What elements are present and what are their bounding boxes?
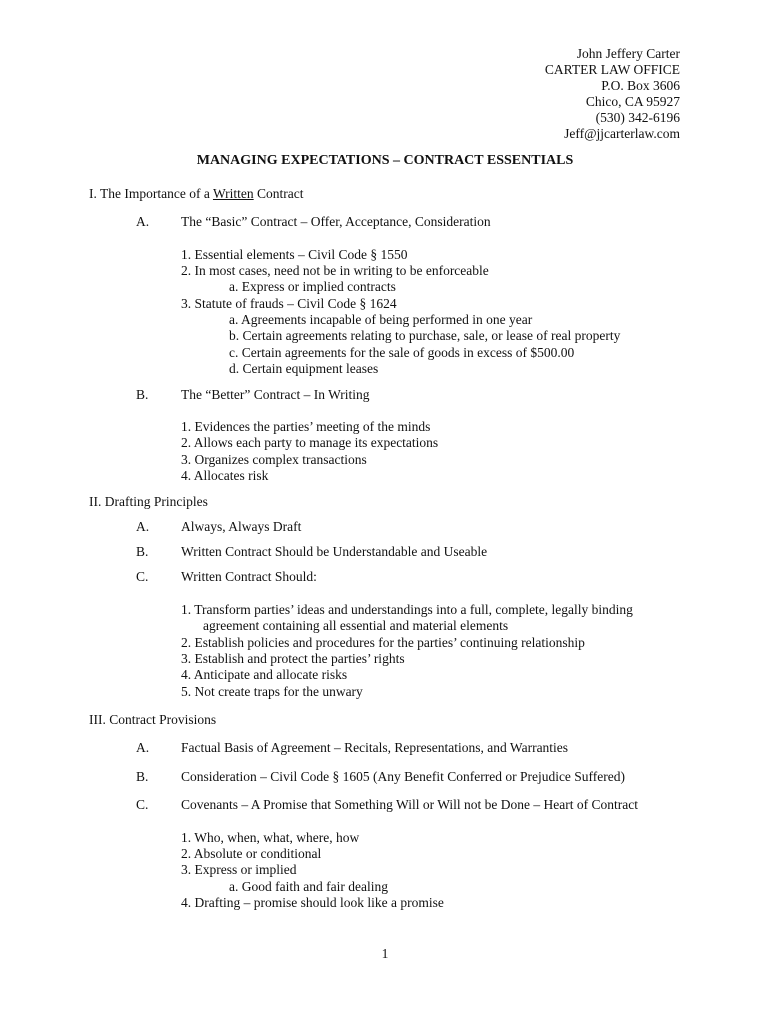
list-item: 5. Not create traps for the unwary xyxy=(181,684,363,699)
section-2c-label: C. xyxy=(136,569,149,584)
section-2c-text: Written Contract Should: xyxy=(181,569,317,584)
letterhead-pobox: P.O. Box 3606 xyxy=(601,78,680,93)
list-item: 1. Transform parties’ ideas and understandings into a full, complete, legally binding xyxy=(181,602,633,617)
section-1-heading-suffix: Contract xyxy=(253,186,304,201)
list-item: 3. Organizes complex transactions xyxy=(181,452,367,467)
section-2-heading: II. Drafting Principles xyxy=(89,494,208,509)
section-2a-text: Always, Always Draft xyxy=(181,519,302,534)
list-item: 4. Allocates risk xyxy=(181,468,269,483)
list-subitem: a. Good faith and fair dealing xyxy=(229,879,388,894)
section-3c-label: C. xyxy=(136,797,149,812)
section-3a-text: Factual Basis of Agreement – Recitals, Representations, and Warranties xyxy=(181,740,569,755)
list-subitem: b. Certain agreements relating to purchase, sale, or lease of real property xyxy=(229,328,621,343)
section-1a-label: A. xyxy=(136,214,150,229)
section-1-heading-prefix: I. The Importance of a xyxy=(89,186,213,201)
list-item-continuation: agreement containing all essential and material elements xyxy=(203,618,509,633)
list-item: 4. Drafting – promise should look like a promise xyxy=(181,895,444,910)
section-1a-text: The “Basic” Contract – Offer, Acceptance, Consideration xyxy=(181,214,491,229)
section-2a-label: A. xyxy=(136,519,150,534)
list-item: 4. Anticipate and allocate risks xyxy=(181,667,348,682)
letterhead-phone: (530) 342-6196 xyxy=(595,110,680,125)
document-title: MANAGING EXPECTATIONS – CONTRACT ESSENTIALS xyxy=(196,153,574,168)
letterhead-city: Chico, CA 95927 xyxy=(585,94,680,109)
section-3c-text: Covenants – A Promise that Something Will or Will not be Done – Heart of Contract xyxy=(181,797,638,812)
section-3-heading: III. Contract Provisions xyxy=(89,712,217,727)
list-subitem: c. Certain agreements for the sale of goods in excess of $500.00 xyxy=(229,345,575,360)
section-3b-label: B. xyxy=(136,769,149,784)
list-item: 3. Express or implied xyxy=(181,862,297,877)
section-1-heading xyxy=(89,186,304,202)
list-item: 2. In most cases, need not be in writing to be enforceable xyxy=(181,263,489,278)
section-2b-label: B. xyxy=(136,544,149,559)
section-1b-label: B. xyxy=(136,387,149,402)
letterhead-email: Jeff@jjcarterlaw.com xyxy=(564,126,680,141)
list-item: 1. Evidences the parties’ meeting of the minds xyxy=(181,419,431,434)
section-1b-text: The “Better” Contract – In Writing xyxy=(181,387,370,402)
list-item: 1. Essential elements – Civil Code § 1550 xyxy=(181,247,408,262)
list-item: 1. Who, when, what, where, how xyxy=(181,830,360,845)
letterhead-name: John Jeffery Carter xyxy=(576,46,680,61)
list-item: 2. Establish policies and procedures for the parties’ continuing relationship xyxy=(181,635,585,650)
list-item: 2. Absolute or conditional xyxy=(181,846,322,861)
list-subitem: d. Certain equipment leases xyxy=(229,361,379,376)
list-item: 2. Allows each party to manage its expectations xyxy=(181,435,439,450)
page-number: 1 xyxy=(381,946,389,961)
section-3b-text: Consideration – Civil Code § 1605 (Any Benefit Conferred or Prejudice Suffered) xyxy=(181,769,626,784)
section-3a-label: A. xyxy=(136,740,150,755)
letterhead-office: CARTER LAW OFFICE xyxy=(544,62,680,77)
section-1-heading-underlined: Written xyxy=(212,186,254,201)
list-subitem: a. Express or implied contracts xyxy=(229,279,396,294)
section-2b-text: Written Contract Should be Understandable and Useable xyxy=(181,544,488,559)
list-item: 3. Establish and protect the parties’ rights xyxy=(181,651,405,666)
list-subitem: a. Agreements incapable of being performed in one year xyxy=(229,312,533,327)
list-item: 3. Statute of frauds – Civil Code § 1624 xyxy=(181,296,397,311)
